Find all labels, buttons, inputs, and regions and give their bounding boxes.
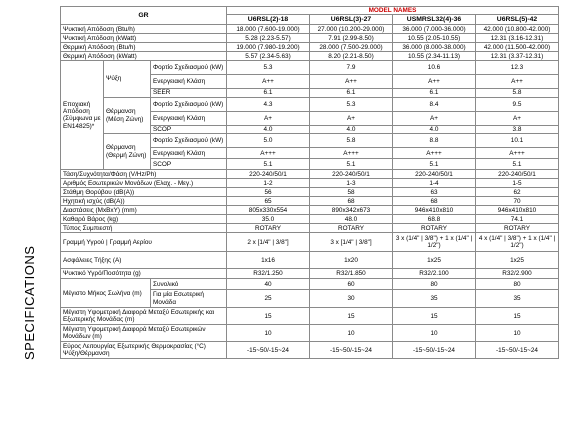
value-cell: 15: [310, 308, 393, 325]
header-row-top: [61, 7, 559, 15]
seasonal-param-label: Φορτίο Σχεδιασμού (kW): [151, 134, 227, 148]
value-cell: 8.8: [393, 134, 476, 148]
value-cell: 1x20: [310, 252, 393, 269]
value-cell: 9.5: [476, 97, 559, 111]
value-cell: 65: [227, 197, 310, 206]
capacity-row: [61, 52, 559, 61]
value-cell: 1x16: [227, 252, 310, 269]
value-cell: 5.1: [393, 159, 476, 170]
value-cell: 80: [393, 279, 476, 290]
value-cell: 6.1: [227, 89, 310, 97]
specifications-body: [61, 7, 559, 359]
value-cell: 60: [310, 279, 393, 290]
capacity-row: [61, 34, 559, 43]
value-cell: 10: [393, 325, 476, 342]
value-cell: 1-3: [310, 179, 393, 188]
value-cell: R32/2.100: [393, 269, 476, 279]
seasonal-param-label: Ενεργειακή Κλάση: [151, 75, 227, 89]
value-cell: 15: [476, 308, 559, 325]
value-cell: 68: [310, 197, 393, 206]
general-row: [61, 170, 559, 179]
value-cell: 220-240/50/1: [227, 170, 310, 179]
value-cell: 4.0: [227, 125, 310, 133]
value-cell: 40: [227, 279, 310, 290]
row-label: Ασφάλειες Τήξης (A): [61, 252, 227, 269]
value-cell: ROTARY: [476, 224, 559, 233]
general-row: [61, 197, 559, 206]
value-cell: A++: [227, 75, 310, 89]
value-cell: 5.8: [310, 134, 393, 148]
general-row: [61, 224, 559, 233]
seasonal-param-label: SEER: [151, 89, 227, 97]
value-cell: 220-240/50/1: [393, 170, 476, 179]
value-cell: 220-240/50/1: [310, 170, 393, 179]
model-name: USMRSL32(4)-36: [393, 15, 476, 25]
value-cell: 42.000 (10.800-42.000): [476, 25, 559, 34]
value-cell: 68: [393, 197, 476, 206]
value-cell: 5.28 (2.23-5.57): [227, 34, 310, 43]
value-cell: 3.8: [476, 125, 559, 133]
pipe-length-row: [61, 279, 559, 290]
value-cell: 1-5: [476, 179, 559, 188]
value-cell: 4.3: [227, 97, 310, 111]
fuse-row: [61, 252, 559, 269]
value-cell: 5.8: [476, 89, 559, 97]
seasonal-param-label: Φορτίο Σχεδιασμού (kW): [151, 61, 227, 75]
value-cell: 35: [476, 290, 559, 308]
height-row: [61, 308, 559, 325]
value-cell: A+++: [393, 148, 476, 159]
value-cell: 10.1: [476, 134, 559, 148]
header-model-names: MODEL NAMES: [227, 7, 559, 15]
value-cell: 74.1: [476, 215, 559, 224]
seasonal-mode-label: Θέρμανση (Θερμή Ζώνη): [104, 134, 151, 170]
value-cell: R32/1.850: [310, 269, 393, 279]
value-cell: 10: [476, 325, 559, 342]
model-name: U6RSL(2)-18: [227, 15, 310, 25]
row-label: Καθαρό Βάρος (kg): [61, 215, 227, 224]
value-cell: ROTARY: [310, 224, 393, 233]
value-cell: A+: [393, 111, 476, 125]
seasonal-mode-label: Ψύξη: [104, 61, 151, 97]
general-row: [61, 179, 559, 188]
value-cell: 36.000 (8.000-38.000): [393, 43, 476, 52]
value-cell: 48.0: [310, 215, 393, 224]
value-cell: 18.000 (7.600-19.000): [227, 25, 310, 34]
value-cell: A++: [476, 75, 559, 89]
value-cell: ROTARY: [393, 224, 476, 233]
value-cell: 4.0: [310, 125, 393, 133]
value-cell: 28.000 (7.500-29.000): [310, 43, 393, 52]
value-cell: A++: [310, 75, 393, 89]
side-label-specifications: SPECIFICATIONS: [22, 245, 37, 360]
value-cell: 4 x (1/4" | 3/8") + 1 x (1/4" | 1/2"): [476, 233, 559, 252]
value-cell: 15: [393, 308, 476, 325]
value-cell: 62: [476, 188, 559, 197]
value-cell: 1x25: [393, 252, 476, 269]
value-cell: 5.1: [476, 159, 559, 170]
value-cell: A+: [227, 111, 310, 125]
value-cell: 805x330x554: [227, 206, 310, 215]
value-cell: A+: [310, 111, 393, 125]
row-label: Γραμμή Υγρού | Γραμμή Αερίου: [61, 233, 227, 252]
seasonal-row: [61, 61, 559, 75]
pipe-row: [61, 233, 559, 252]
specifications-table: [60, 6, 559, 359]
seasonal-row: [61, 97, 559, 111]
row-label: Αριθμός Εσωτερικών Μονάδων (Ελαχ. - Μεγ.): [61, 179, 227, 188]
row-label: Θερμική Απόδοση (Btu/h): [61, 43, 227, 52]
value-cell: 19.000 (7.980-19.200): [227, 43, 310, 52]
value-cell: 946x410x810: [476, 206, 559, 215]
value-cell: 5.3: [227, 61, 310, 75]
value-cell: -15~50/-15~24: [393, 342, 476, 359]
general-row: [61, 188, 559, 197]
value-cell: 8.20 (2.21-8.50): [310, 52, 393, 61]
value-cell: 36.000 (7.000-36.000): [393, 25, 476, 34]
seasonal-row: [61, 134, 559, 148]
value-cell: 6.1: [393, 89, 476, 97]
height-row: [61, 325, 559, 342]
value-cell: 56: [227, 188, 310, 197]
row-label: Ψυκτική Απόδοση (Btu/h): [61, 25, 227, 34]
value-cell: A+: [476, 111, 559, 125]
row-label: Μέγιστη Υψομετρική Διαφορά Μεταξύ Εσωτερικών Μονάδων (m): [61, 325, 227, 342]
value-cell: 35: [393, 290, 476, 308]
row-label: Ηχητική ισχύς (dB(A)): [61, 197, 227, 206]
header-gr: GR: [61, 7, 227, 25]
value-cell: 25: [227, 290, 310, 308]
value-cell: 3 x [1/4" | 3/8"]: [310, 233, 393, 252]
seasonal-param-label: Ενεργειακή Κλάση: [151, 111, 227, 125]
value-cell: 35.0: [227, 215, 310, 224]
general-row: [61, 206, 559, 215]
value-cell: A+++: [476, 148, 559, 159]
height-row: [61, 342, 559, 359]
value-cell: 890x342x673: [310, 206, 393, 215]
value-cell: 7.91 (2.99-8.50): [310, 34, 393, 43]
value-cell: A+++: [227, 148, 310, 159]
value-cell: 70: [476, 197, 559, 206]
row-label: Ψυκτικό Υγρό/Ποσότητα (g): [61, 269, 227, 279]
pipe-length-param-label: Συνολικό: [151, 279, 227, 290]
row-label: Μέγιστη Υψομετρική Διαφορά Μεταξύ Εσωτερικής και Εξωτερικής Μονάδας (m): [61, 308, 227, 325]
value-cell: 3 x (1/4" | 3/8") + 1 x (1/4" | 1/2"): [393, 233, 476, 252]
value-cell: 5.3: [310, 97, 393, 111]
value-cell: 80: [476, 279, 559, 290]
capacity-row: [61, 25, 559, 34]
row-label: Ψυκτική Απόδοση (kWatt): [61, 34, 227, 43]
row-label: Στάθμη Θορύβου (dB(A)): [61, 188, 227, 197]
row-label: Διαστάσεις (ΜxΒxΥ) (mm): [61, 206, 227, 215]
value-cell: R32/1.250: [227, 269, 310, 279]
seasonal-group-label: Εποχιακή Απόδοση (Σύμφωνα με EN14825)*: [61, 61, 104, 170]
seasonal-param-label: SCOP: [151, 159, 227, 170]
row-label: Εύρος Λειτουργίας Εξωτερικής Θερμοκρασίας (°C) Ψύξη/Θέρμανση: [61, 342, 227, 359]
value-cell: 12.31 (3.16-12.31): [476, 34, 559, 43]
value-cell: A++: [393, 75, 476, 89]
value-cell: 63: [393, 188, 476, 197]
value-cell: 2 x [1/4" | 3/8"]: [227, 233, 310, 252]
refrigerant-row: [61, 269, 559, 279]
value-cell: 12.31 (3.37-12.31): [476, 52, 559, 61]
seasonal-param-label: Φορτίο Σχεδιασμού (kW): [151, 97, 227, 111]
seasonal-param-label: SCOP: [151, 125, 227, 133]
value-cell: 10: [227, 325, 310, 342]
value-cell: 12.3: [476, 61, 559, 75]
value-cell: 6.1: [310, 89, 393, 97]
value-cell: 10: [310, 325, 393, 342]
value-cell: 10.55 (2.05-10.55): [393, 34, 476, 43]
value-cell: 4.0: [393, 125, 476, 133]
value-cell: 5.1: [310, 159, 393, 170]
value-cell: 1-4: [393, 179, 476, 188]
value-cell: A+++: [310, 148, 393, 159]
row-label: Τύπος Συμπιεστή: [61, 224, 227, 233]
value-cell: 1-2: [227, 179, 310, 188]
value-cell: -15~50/-15~24: [310, 342, 393, 359]
value-cell: 30: [310, 290, 393, 308]
model-name: U6RSL(3)-27: [310, 15, 393, 25]
general-row: [61, 215, 559, 224]
value-cell: 1x25: [476, 252, 559, 269]
value-cell: -15~50/-15~24: [227, 342, 310, 359]
value-cell: -15~50/-15~24: [476, 342, 559, 359]
value-cell: R32/2.900: [476, 269, 559, 279]
value-cell: 27.000 (10.200-29.000): [310, 25, 393, 34]
value-cell: 8.4: [393, 97, 476, 111]
value-cell: 68.8: [393, 215, 476, 224]
value-cell: 10.6: [393, 61, 476, 75]
value-cell: 5.0: [227, 134, 310, 148]
value-cell: 10.55 (2.34-11.13): [393, 52, 476, 61]
value-cell: 946x410x810: [393, 206, 476, 215]
value-cell: 5.57 (2.34-5.63): [227, 52, 310, 61]
pipe-length-param-label: Για μία Εσωτερική Μονάδα: [151, 290, 227, 308]
model-name: U6RSL(5)-42: [476, 15, 559, 25]
seasonal-param-label: Ενεργειακή Κλάση: [151, 148, 227, 159]
value-cell: 58: [310, 188, 393, 197]
value-cell: 7.9: [310, 61, 393, 75]
seasonal-mode-label: Θέρμανση (Μέση Ζώνη): [104, 97, 151, 133]
capacity-row: [61, 43, 559, 52]
value-cell: 5.1: [227, 159, 310, 170]
value-cell: 15: [227, 308, 310, 325]
row-label: Τάση/Συχνότητα/Φάση (V/Hz/Ph): [61, 170, 227, 179]
row-label: Μέγιστο Μήκος Σωλήνα (m): [61, 279, 151, 308]
value-cell: 42.000 (11.500-42.000): [476, 43, 559, 52]
row-label: Θερμική Απόδοση (kWatt): [61, 52, 227, 61]
value-cell: ROTARY: [227, 224, 310, 233]
value-cell: 220-240/50/1: [476, 170, 559, 179]
